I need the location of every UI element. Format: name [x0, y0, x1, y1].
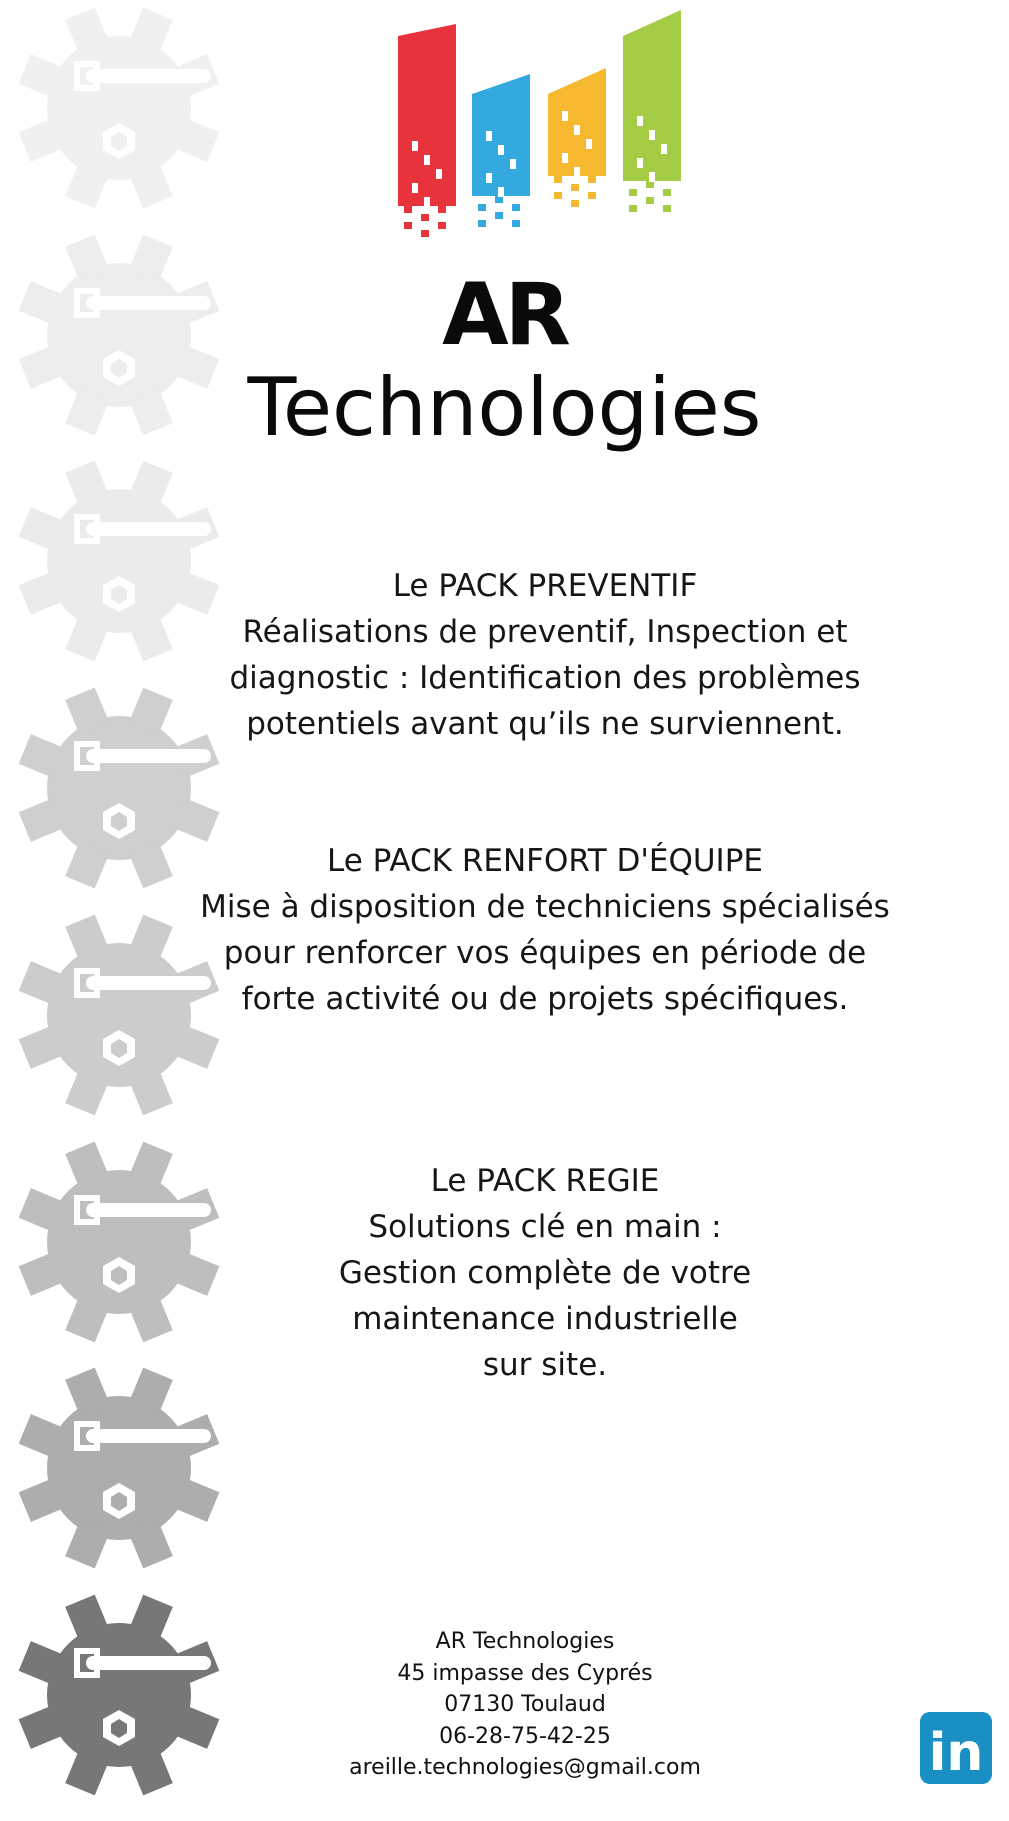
logo-pixel-hole — [424, 155, 430, 165]
pack-line: Réalisations de preventif, Inspection et — [242, 614, 848, 650]
pack-preventif — [200, 563, 890, 747]
logo-pixel-hole — [510, 159, 516, 169]
logo-pixel-hole — [574, 125, 580, 135]
logo-pixel — [404, 206, 412, 213]
footer-email[interactable]: areille.technologies@gmail.com — [349, 1755, 701, 1780]
logo-pixel-hole — [649, 172, 655, 182]
logo-pixel — [646, 197, 654, 204]
logo-pixel — [571, 200, 579, 207]
logo-pixel — [512, 220, 520, 227]
pack-line: Mise à disposition de techniciens spécialisés — [200, 889, 890, 925]
logo-pixel-hole — [486, 131, 492, 141]
logo-bar — [398, 24, 456, 206]
linkedin-icon[interactable] — [920, 1712, 992, 1784]
pack-line: Gestion complète de votre — [338, 1255, 752, 1291]
linkedin-label: in — [928, 1723, 984, 1783]
logo-pixel-hole — [562, 153, 568, 163]
pack-line: Solutions clé en main : — [368, 1209, 722, 1245]
logo-pixel-hole — [637, 116, 643, 126]
logo-bar — [548, 68, 606, 176]
logo-pixel-hole — [424, 197, 430, 207]
pack-line: pour renforcer vos équipes en période de — [223, 935, 867, 971]
logo-technologies-text: Technologies — [247, 361, 762, 454]
logo-pixel — [404, 222, 412, 229]
logo-pixel-hole — [498, 187, 504, 197]
logo-pixel — [512, 204, 520, 211]
logo-pixel-hole — [498, 145, 504, 155]
logo-pixel-hole — [412, 183, 418, 193]
pack-title: Le PACK REGIE — [430, 1163, 660, 1199]
footer-street: 45 impasse des Cyprés — [397, 1660, 653, 1686]
logo-pixel — [663, 189, 671, 196]
footer-city: 07130 Toulaud — [444, 1692, 606, 1717]
logo-pixel-hole — [436, 169, 442, 179]
logo-pixel — [629, 189, 637, 196]
pack-title: Le PACK PREVENTIF — [392, 568, 698, 604]
logo-pixel — [438, 222, 446, 229]
footer-company: AR Technologies — [435, 1629, 615, 1654]
logo-bar — [623, 10, 681, 181]
logo-pixel-hole — [649, 130, 655, 140]
pack-renfort-equipe — [200, 838, 890, 1022]
logo-pixel — [554, 176, 562, 183]
logo-pixel — [421, 230, 429, 237]
logo-pixel-hole — [586, 139, 592, 149]
logo-pixel-hole — [412, 141, 418, 151]
logo-pixel — [588, 192, 596, 199]
pack-line: sur site. — [482, 1347, 608, 1383]
pack-line: potentiels avant qu’ils ne surviennent. — [246, 706, 844, 742]
logo-pixel — [554, 192, 562, 199]
gear-wrench-icon — [14, 1137, 224, 1347]
pack-regie — [200, 1158, 890, 1388]
logo-pixel — [421, 214, 429, 221]
logo-pixel-hole — [637, 158, 643, 168]
logo-pixel — [438, 206, 446, 213]
logo-pixel-hole — [486, 173, 492, 183]
logo-ar-text: AR — [442, 265, 567, 365]
logo-pixel-hole — [574, 167, 580, 177]
logo-pixel — [495, 212, 503, 219]
logo-pixel — [629, 205, 637, 212]
footer-phone[interactable]: 06-28-75-42-25 — [439, 1723, 611, 1749]
gear-wrench-icon — [14, 456, 224, 666]
gear-wrench-icon — [14, 1363, 224, 1573]
logo-pixel — [495, 196, 503, 203]
logo-pixel — [478, 220, 486, 227]
pack-title: Le PACK RENFORT D'ÉQUIPE — [327, 843, 763, 879]
logo-pixel — [646, 181, 654, 188]
logo-pixel — [478, 204, 486, 211]
contact-footer — [320, 1626, 730, 1784]
gear-wrench-icon — [14, 910, 224, 1120]
pack-line: forte activité ou de projets spécifiques. — [241, 981, 849, 1017]
logo-pixel-hole — [661, 144, 667, 154]
gear-wrench-icon — [14, 3, 224, 213]
logo-pixel — [588, 176, 596, 183]
gear-wrench-icon — [14, 683, 224, 893]
logo-pixel — [571, 184, 579, 191]
logo-bars — [398, 6, 698, 286]
logo-pixel-hole — [562, 111, 568, 121]
pack-line: diagnostic : Identification des problèmes — [229, 660, 861, 696]
logo-bar — [472, 74, 530, 196]
logo-pixel — [663, 205, 671, 212]
pack-line: maintenance industrielle — [352, 1301, 738, 1337]
gear-wrench-icon — [14, 1590, 224, 1800]
